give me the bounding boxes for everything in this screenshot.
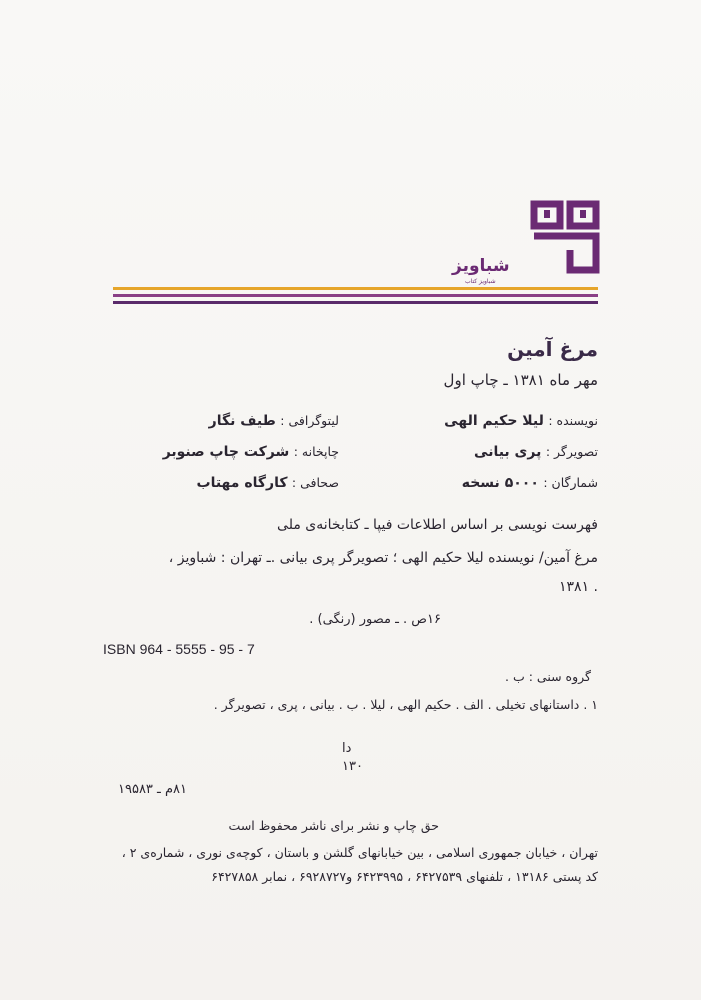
- author-credit: [444, 413, 598, 429]
- publisher-address: تهران ، خیابان جمهوری اسلامی ، بین خیابانهای گلشن و باستان ، کوچه‌ی نوری ، شماره‌ی ۲ ،: [121, 845, 598, 860]
- binding-label: صحافی :: [291, 475, 339, 490]
- rule-magenta: [113, 294, 598, 297]
- class-number: ۱۳۰: [342, 759, 363, 774]
- lithography-label: لیتوگرافی :: [280, 413, 339, 428]
- print-run-credit: [462, 475, 598, 491]
- book-title: مرغ آمین: [507, 337, 598, 361]
- lithography-value: طیف نگار: [208, 413, 276, 429]
- publisher-name: شباویز: [452, 256, 510, 276]
- printing-value: شرکت چاپ صنوبر: [162, 444, 290, 460]
- illustrator-name: پری بیانی: [474, 444, 542, 460]
- class-code: دا: [342, 741, 352, 756]
- print-run-value: ۵۰۰۰ نسخه: [461, 475, 539, 491]
- publisher-tagline: شباویز کتاب: [465, 278, 496, 285]
- edition-date: مهر ماه ۱۳۸۱ ـ چاپ اول: [443, 371, 598, 389]
- binding-credit: [197, 475, 339, 491]
- print-run-label: شمارگان :: [543, 475, 598, 490]
- illustrator-credit: [474, 444, 598, 460]
- national-number: ۸۱م ـ ۱۹۵۸۳: [118, 782, 188, 797]
- publisher-logo-icon: [530, 200, 600, 275]
- illustrator-label: تصویرگر :: [545, 444, 598, 459]
- printing-credit: [163, 444, 339, 460]
- subjects: ۱ . داستانهای تخیلی . الف . حکیم الهی ، لیلا . ب . بیانی ، پری ، تصویرگر .: [213, 697, 598, 712]
- catalog-line-1: مرغ آمین/ نویسنده لیلا حکیم الهی ؛ تصویرگر پری بیانی .ـ تهران : شباویز ،: [168, 550, 598, 566]
- isbn: ISBN 964 - 5555 - 95 - 7: [103, 641, 255, 657]
- catalog-pages: ۱۶ص . ـ مصور (رنگی) .: [309, 612, 441, 627]
- printing-label: چاپخانه :: [293, 444, 339, 459]
- rule-purple: [113, 301, 598, 304]
- age-group: گروه سنی : ب .: [505, 669, 591, 684]
- catalog-line-2: ۱۳۸۱ .: [559, 579, 598, 595]
- rights-notice: حق چاپ و نشر برای ناشر محفوظ است: [228, 818, 439, 833]
- author-name: لیلا حکیم الهی: [444, 413, 544, 429]
- publisher-contact: کد پستی ۱۳۱۸۶ ، تلفنهای ۶۴۲۷۵۳۹ ، ۶۴۲۳۹۹۵ و۶۹۲۸۷۲۷ ، نمابر ۶۴۲۷۸۵۸: [211, 869, 598, 884]
- rule-orange: [113, 287, 598, 290]
- author-label: نویسنده :: [548, 413, 598, 428]
- catalog-heading: فهرست نویسی بر اساس اطلاعات فیپا ـ کتابخانه‌ی ملی: [277, 517, 598, 533]
- lithography-credit: [209, 413, 339, 429]
- binding-value: کارگاه مهتاب: [196, 475, 288, 491]
